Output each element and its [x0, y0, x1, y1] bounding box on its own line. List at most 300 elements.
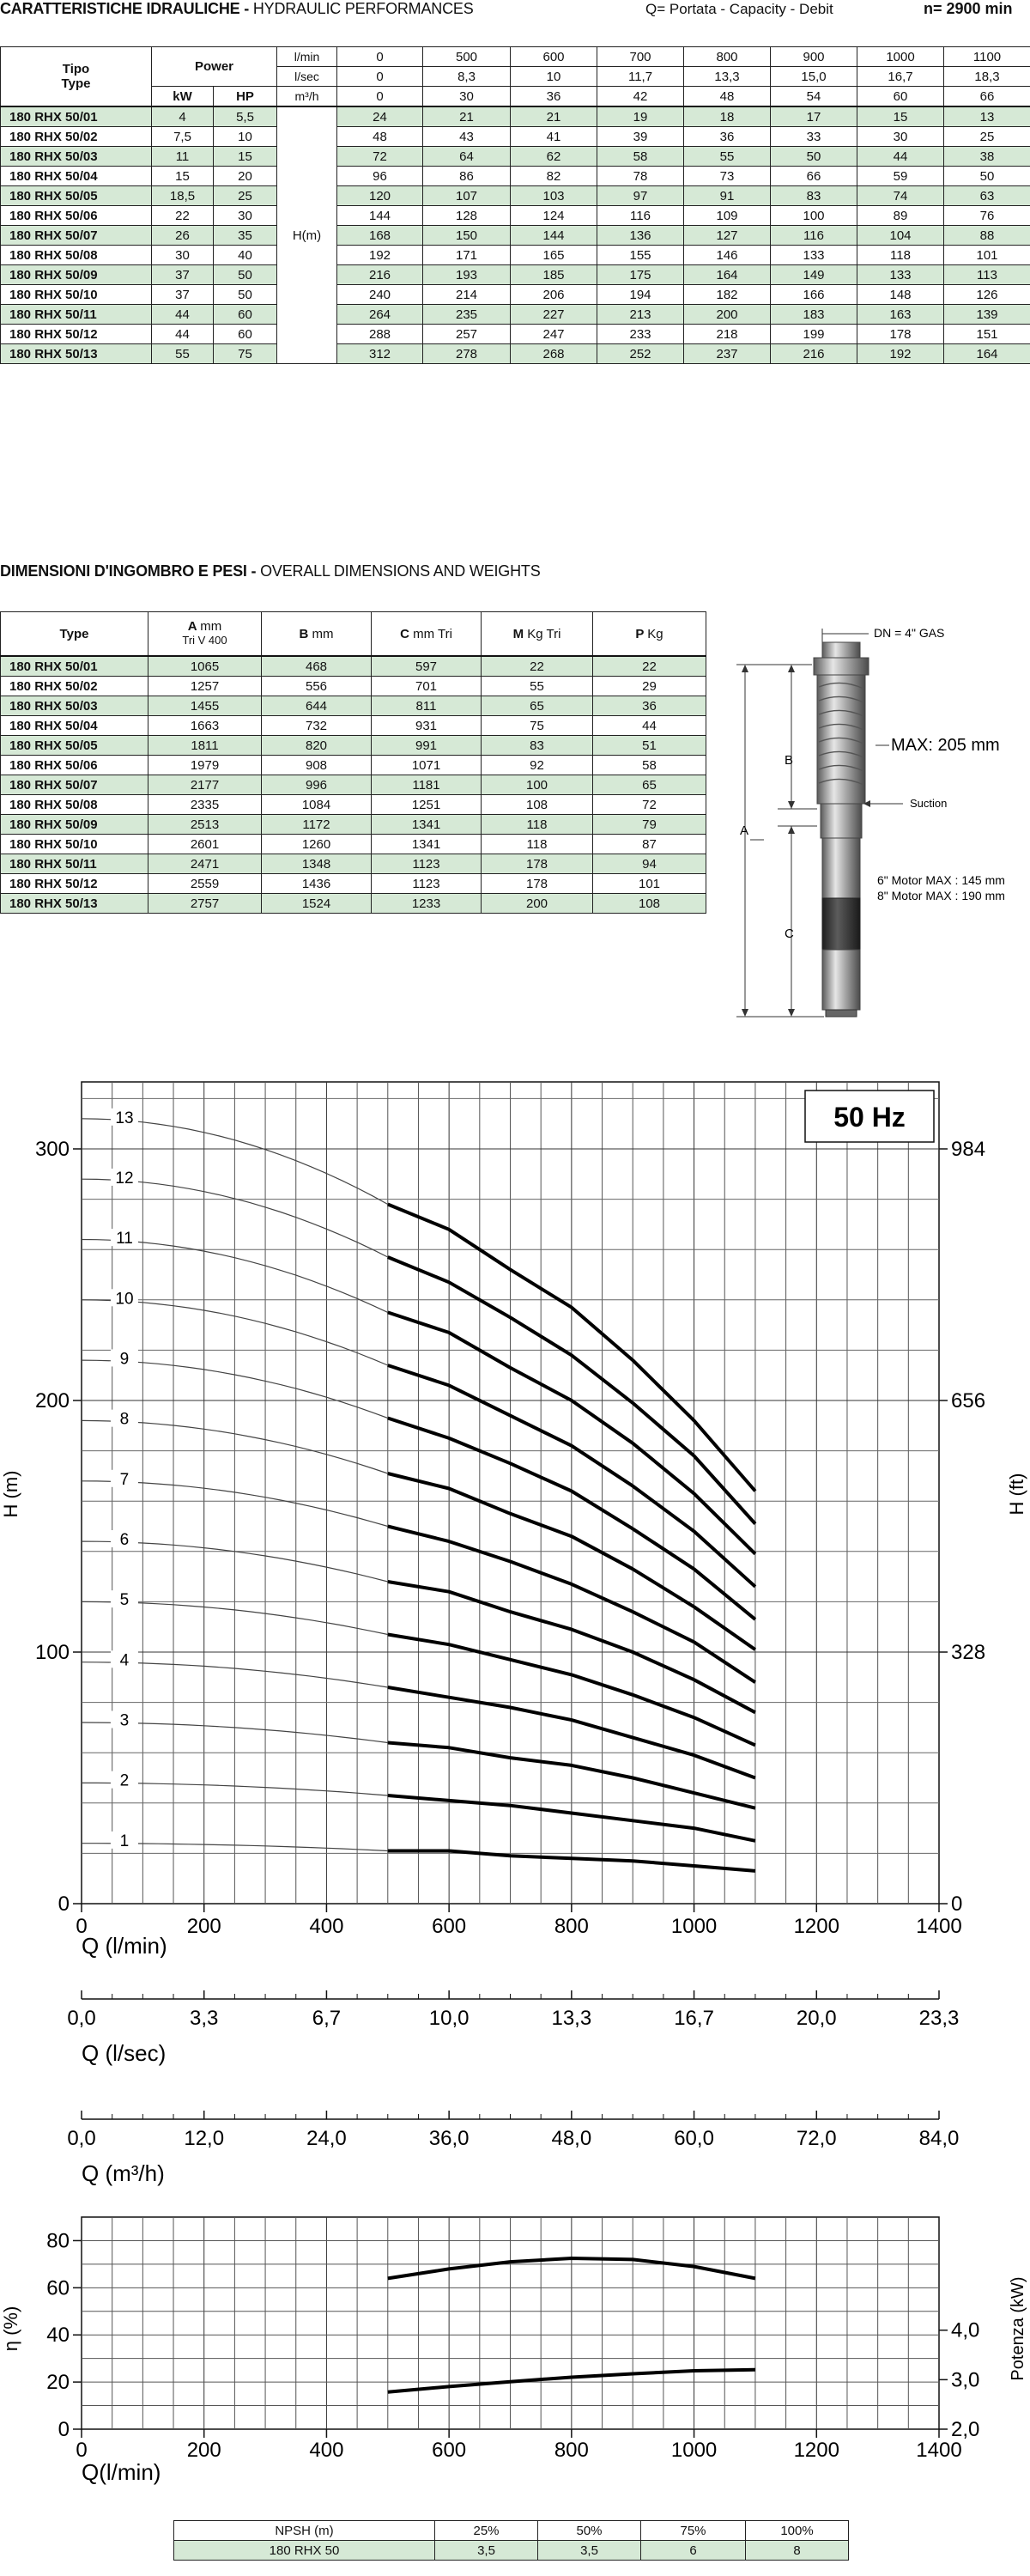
speed-note: n= 2900 min — [924, 0, 1013, 17]
eff-grid — [82, 2217, 939, 2429]
head-value: 82 — [511, 167, 597, 186]
hq-xtick: 1200 — [793, 1915, 839, 1938]
head-value: 63 — [944, 186, 1030, 206]
head-value: 50 — [944, 167, 1030, 186]
eff-ytick: 0 — [58, 2418, 70, 2441]
hq-xtick: 1400 — [916, 1915, 962, 1938]
power-kw: 26 — [152, 226, 214, 246]
hq-ytick-right: 0 — [951, 1893, 963, 1916]
head-value: 86 — [423, 167, 511, 186]
suction-label: Suction — [910, 797, 948, 810]
hydraulic-row — [1, 285, 1030, 305]
dim-value-b: 644 — [262, 696, 372, 716]
dim-value-p: 22 — [593, 656, 706, 677]
head-capacity-chart — [0, 1065, 1030, 1958]
dim-value-p: 65 — [593, 775, 706, 795]
npsh-header-25: 25% — [435, 2521, 538, 2541]
power-hp: 60 — [214, 305, 277, 325]
head-value: 213 — [597, 305, 684, 325]
head-value: 200 — [684, 305, 771, 325]
pump-type: 180 RHX 50/06 — [1, 206, 152, 226]
head-value: 36 — [684, 127, 771, 147]
npsh-header-label: NPSH (m) — [174, 2521, 435, 2541]
head-value: 89 — [857, 206, 944, 226]
head-value: 19 — [597, 106, 684, 127]
power-hp: 5,5 — [214, 106, 277, 127]
dim-a-header: A mm Tri V 400 — [148, 612, 262, 657]
axis-tick-label: 3,3 — [190, 2007, 219, 2030]
dim-value-m: 178 — [482, 874, 593, 894]
dim-value-a: 1979 — [148, 756, 262, 775]
hq-xtick: 600 — [432, 1915, 467, 1938]
dim-pump-type: 180 RHX 50/12 — [1, 874, 148, 894]
flow-lmin-2: 600 — [511, 47, 597, 67]
hydraulic-row — [1, 186, 1030, 206]
axis-tick-label: 10,0 — [428, 2007, 470, 2030]
axis-tick-label: 6,7 — [312, 2007, 342, 2030]
head-value: 127 — [684, 226, 771, 246]
hydraulic-table — [0, 46, 1030, 364]
hq-xtick: 400 — [309, 1915, 344, 1938]
head-value: 164 — [944, 344, 1030, 364]
power-hp: 10 — [214, 127, 277, 147]
dim-value-b: 996 — [262, 775, 372, 795]
dimension-row — [1, 775, 706, 795]
head-value: 64 — [423, 147, 511, 167]
npsh-value-100: 8 — [746, 2541, 849, 2561]
hq-curve-label: 7 — [119, 1470, 130, 1489]
head-value: 183 — [771, 305, 857, 325]
hq-curve-label: 3 — [119, 1711, 130, 1730]
hq-curve-label: 8 — [119, 1410, 130, 1429]
power-kw: 18,5 — [152, 186, 214, 206]
dim-value-b: 1172 — [262, 815, 372, 835]
dim-value-c: 1233 — [372, 894, 482, 914]
head-value: 100 — [771, 206, 857, 226]
power-hp: 35 — [214, 226, 277, 246]
dim-value-c: 1123 — [372, 854, 482, 874]
eff-ytick: 60 — [46, 2276, 70, 2300]
dim-pump-type: 180 RHX 50/01 — [1, 656, 148, 677]
head-value: 233 — [597, 325, 684, 344]
dim-value-p: 94 — [593, 854, 706, 874]
power-hp: 15 — [214, 147, 277, 167]
motor6-label: 6" Motor MAX : 145 mm — [877, 873, 1005, 887]
eff-xtick: 1200 — [793, 2439, 839, 2462]
hq-ylabel-right: H (ft) — [1006, 1473, 1027, 1516]
flow-lsec-1: 8,3 — [423, 67, 511, 87]
eff-ytick-right: 3,0 — [951, 2368, 980, 2392]
npsh-value-75: 6 — [641, 2541, 746, 2561]
dim-p-header: P Kg — [593, 612, 706, 657]
head-value: 199 — [771, 325, 857, 344]
head-value: 66 — [771, 167, 857, 186]
head-value: 150 — [423, 226, 511, 246]
head-value: 73 — [684, 167, 771, 186]
hq-xtick: 800 — [554, 1915, 589, 1938]
dim-value-m: 83 — [482, 736, 593, 756]
head-value: 101 — [944, 246, 1030, 265]
axis-tick-label: 24,0 — [306, 2127, 347, 2150]
head-value: 163 — [857, 305, 944, 325]
dim-value-p: 29 — [593, 677, 706, 696]
head-value: 252 — [597, 344, 684, 364]
hq-curve-label: 6 — [119, 1530, 130, 1549]
head-value: 88 — [944, 226, 1030, 246]
dim-value-m: 118 — [482, 835, 593, 854]
axis-tick-label: 36,0 — [428, 2127, 470, 2150]
flow-lmin-5: 900 — [771, 47, 857, 67]
lsec-axis — [0, 1984, 1030, 2078]
head-value: 48 — [337, 127, 423, 147]
flow-lmin-1: 500 — [423, 47, 511, 67]
power-kw: 7,5 — [152, 127, 214, 147]
pump-type: 180 RHX 50/04 — [1, 167, 152, 186]
head-value: 21 — [511, 106, 597, 127]
pump-type: 180 RHX 50/08 — [1, 246, 152, 265]
dimension-row — [1, 815, 706, 835]
type-header: Tipo Type — [1, 47, 152, 107]
pump-type: 180 RHX 50/03 — [1, 147, 152, 167]
pump-type: 180 RHX 50/01 — [1, 106, 152, 127]
head-value: 33 — [771, 127, 857, 147]
dim-value-m: 65 — [482, 696, 593, 716]
head-value: 118 — [857, 246, 944, 265]
head-value: 206 — [511, 285, 597, 305]
dim-pump-type: 180 RHX 50/08 — [1, 795, 148, 815]
head-value: 41 — [511, 127, 597, 147]
head-value: 218 — [684, 325, 771, 344]
head-value: 13 — [944, 106, 1030, 127]
head-value: 247 — [511, 325, 597, 344]
flow-lsec-5: 15,0 — [771, 67, 857, 87]
dim-value-p: 108 — [593, 894, 706, 914]
pump-type: 180 RHX 50/12 — [1, 325, 152, 344]
dim-value-m: 200 — [482, 894, 593, 914]
head-value: 257 — [423, 325, 511, 344]
dim-value-m: 75 — [482, 716, 593, 736]
power-hp: 30 — [214, 206, 277, 226]
npsh-header-50: 50% — [538, 2521, 641, 2541]
pump-type: 180 RHX 50/13 — [1, 344, 152, 364]
head-value: 97 — [597, 186, 684, 206]
hq-xtick: 1000 — [670, 1915, 718, 1938]
dim-value-p: 58 — [593, 756, 706, 775]
power-kw: 15 — [152, 167, 214, 186]
dim-value-b: 468 — [262, 656, 372, 677]
head-value: 165 — [511, 246, 597, 265]
head-value: 178 — [857, 325, 944, 344]
head-value: 278 — [423, 344, 511, 364]
dimension-row — [1, 874, 706, 894]
head-value: 216 — [771, 344, 857, 364]
eff-xtick: 600 — [432, 2439, 467, 2462]
head-unit-label: H(m) — [277, 106, 337, 364]
head-value: 166 — [771, 285, 857, 305]
dim-value-c: 1341 — [372, 815, 482, 835]
pump-dimension-drawing — [721, 617, 1030, 1022]
flow-m3h-5: 54 — [771, 87, 857, 107]
head-value: 15 — [857, 106, 944, 127]
dimension-row — [1, 756, 706, 775]
head-value: 144 — [337, 206, 423, 226]
dim-value-m: 108 — [482, 795, 593, 815]
axis-tick-label: 23,3 — [918, 2007, 960, 2030]
head-value: 91 — [684, 186, 771, 206]
head-value: 120 — [337, 186, 423, 206]
hq-xlabel: Q (l/min) — [82, 1933, 167, 1958]
flow-lsec-7: 18,3 — [944, 67, 1030, 87]
head-value: 38 — [944, 147, 1030, 167]
head-value: 72 — [337, 147, 423, 167]
eff-ylabel: η (%) — [0, 2306, 21, 2352]
flow-m3h-0: 0 — [337, 87, 423, 107]
head-value: 182 — [684, 285, 771, 305]
flow-lmin-4: 800 — [684, 47, 771, 67]
eff-ytick-right: 4,0 — [951, 2318, 980, 2342]
head-value: 76 — [944, 206, 1030, 226]
eff-xtick: 1000 — [670, 2439, 718, 2462]
pump-type: 180 RHX 50/10 — [1, 285, 152, 305]
hydraulic-row — [1, 127, 1030, 147]
dimensions-title-en: OVERALL DIMENSIONS AND WEIGHTS — [260, 562, 541, 580]
head-value: 168 — [337, 226, 423, 246]
dim-value-c: 1071 — [372, 756, 482, 775]
head-value: 24 — [337, 106, 423, 127]
dim-pump-type: 180 RHX 50/06 — [1, 756, 148, 775]
flow-lmin-3: 700 — [597, 47, 684, 67]
efficiency-power-chart — [0, 2207, 1030, 2499]
hydraulic-title-it: CARATTERISTICHE IDRAULICHE - — [0, 0, 253, 17]
head-value: 116 — [771, 226, 857, 246]
hq-xtick: 200 — [186, 1915, 221, 1938]
pump-type: 180 RHX 50/05 — [1, 186, 152, 206]
power-kw: 30 — [152, 246, 214, 265]
npsh-value-50: 3,5 — [538, 2541, 641, 2561]
dim-value-p: 44 — [593, 716, 706, 736]
dim-type-header: Type — [1, 612, 148, 657]
head-value: 148 — [857, 285, 944, 305]
m3h-xlabel: Q (m³/h) — [82, 2160, 165, 2186]
hq-curve-label: 4 — [119, 1651, 130, 1670]
eff-xtick: 200 — [186, 2439, 221, 2462]
dim-value-c: 811 — [372, 696, 482, 716]
dim-value-p: 79 — [593, 815, 706, 835]
flow-lsec-4: 13,3 — [684, 67, 771, 87]
head-value: 264 — [337, 305, 423, 325]
dimensions-table — [0, 611, 706, 914]
head-value: 192 — [857, 344, 944, 364]
power-hp: 50 — [214, 285, 277, 305]
head-value: 44 — [857, 147, 944, 167]
dim-value-p: 101 — [593, 874, 706, 894]
pump-type: 180 RHX 50/09 — [1, 265, 152, 285]
power-kw: 37 — [152, 265, 214, 285]
axis-tick-label: 60,0 — [674, 2127, 714, 2150]
hq-ytick: 300 — [34, 1138, 70, 1161]
head-value: 124 — [511, 206, 597, 226]
dim-value-a: 2177 — [148, 775, 262, 795]
dimension-row — [1, 894, 706, 914]
dim-value-b: 1524 — [262, 894, 372, 914]
unit-lsec: l/sec — [277, 67, 337, 87]
eff-ytick: 40 — [46, 2324, 70, 2348]
head-value: 185 — [511, 265, 597, 285]
hydraulic-row — [1, 246, 1030, 265]
dn-label: DN = 4" GAS — [874, 626, 945, 640]
dim-value-c: 1181 — [372, 775, 482, 795]
head-value: 193 — [423, 265, 511, 285]
power-header: Power — [152, 47, 277, 87]
hydraulic-title — [0, 0, 474, 18]
kw-header: kW — [152, 87, 214, 107]
head-value: 83 — [771, 186, 857, 206]
power-kw: 44 — [152, 305, 214, 325]
eff-xtick: 400 — [309, 2439, 344, 2462]
pump-type: 180 RHX 50/02 — [1, 127, 152, 147]
dim-value-a: 1065 — [148, 656, 262, 677]
hq-curve-label: 2 — [119, 1771, 130, 1790]
head-value: 126 — [944, 285, 1030, 305]
hydraulic-row — [1, 206, 1030, 226]
hq-curve-label: 10 — [115, 1290, 134, 1309]
head-value: 25 — [944, 127, 1030, 147]
hq-xtick: 0 — [76, 1915, 88, 1938]
head-value: 109 — [684, 206, 771, 226]
npsh-value-25: 3,5 — [435, 2541, 538, 2561]
dim-value-m: 100 — [482, 775, 593, 795]
head-value: 235 — [423, 305, 511, 325]
dim-value-b: 556 — [262, 677, 372, 696]
dim-value-c: 1123 — [372, 874, 482, 894]
eff-ytick-right: 2,0 — [951, 2418, 980, 2441]
dim-value-a: 1663 — [148, 716, 262, 736]
head-value: 227 — [511, 305, 597, 325]
flow-m3h-3: 42 — [597, 87, 684, 107]
head-value: 18 — [684, 106, 771, 127]
head-value: 103 — [511, 186, 597, 206]
flow-m3h-4: 48 — [684, 87, 771, 107]
head-value: 192 — [337, 246, 423, 265]
dim-value-p: 51 — [593, 736, 706, 756]
hydraulic-row — [1, 226, 1030, 246]
hq-ylabel: H (m) — [0, 1470, 21, 1518]
eff-xtick: 800 — [554, 2439, 589, 2462]
dim-pump-type: 180 RHX 50/13 — [1, 894, 148, 914]
axis-tick-label: 0,0 — [67, 2007, 96, 2030]
unit-m3h: m³/h — [277, 87, 337, 107]
hydraulic-row — [1, 106, 1030, 127]
dim-value-a: 1257 — [148, 677, 262, 696]
eff-xtick: 0 — [76, 2439, 88, 2462]
head-value: 58 — [597, 147, 684, 167]
dim-value-a: 1455 — [148, 696, 262, 716]
head-value: 139 — [944, 305, 1030, 325]
dimensions-title-it: DIMENSIONI D'INGOMBRO E PESI - — [0, 562, 261, 580]
power-hp: 60 — [214, 325, 277, 344]
head-value: 128 — [423, 206, 511, 226]
motor8-label: 8" Motor MAX : 190 mm — [877, 889, 1005, 902]
dim-value-b: 1436 — [262, 874, 372, 894]
m3h-axis — [0, 2104, 1030, 2198]
dim-value-p: 72 — [593, 795, 706, 815]
npsh-model: 180 RHX 50 — [174, 2541, 435, 2561]
dimension-lines — [736, 665, 824, 1017]
dim-value-b: 820 — [262, 736, 372, 756]
dim-value-b: 908 — [262, 756, 372, 775]
axis-tick-label: 20,0 — [796, 2007, 837, 2030]
dim-value-p: 87 — [593, 835, 706, 854]
unit-lmin: l/min — [277, 47, 337, 67]
npsh-table — [173, 2520, 849, 2561]
dimensions-title — [0, 562, 541, 580]
dim-value-b: 1348 — [262, 854, 372, 874]
hq-curve-label: 9 — [119, 1350, 130, 1369]
flow-m3h-1: 30 — [423, 87, 511, 107]
head-value: 59 — [857, 167, 944, 186]
dimension-arrows — [742, 665, 795, 1017]
power-kw: 11 — [152, 147, 214, 167]
power-kw: 4 — [152, 106, 214, 127]
flow-lsec-2: 10 — [511, 67, 597, 87]
dim-value-c: 1251 — [372, 795, 482, 815]
eff-ytick: 80 — [46, 2229, 70, 2253]
head-value: 175 — [597, 265, 684, 285]
dim-pump-type: 180 RHX 50/05 — [1, 736, 148, 756]
axis-tick-label: 13,3 — [551, 2007, 592, 2030]
hq-curve-labels — [111, 1109, 138, 1850]
pump-type: 180 RHX 50/11 — [1, 305, 152, 325]
hq-curve-label: 5 — [119, 1591, 130, 1610]
dim-pump-type: 180 RHX 50/09 — [1, 815, 148, 835]
hq-curve-label: 11 — [116, 1230, 133, 1249]
head-value: 146 — [684, 246, 771, 265]
hq-ytick-right: 984 — [951, 1138, 986, 1161]
max-diameter-label: MAX: 205 mm — [891, 736, 1000, 755]
head-value: 30 — [857, 127, 944, 147]
dim-value-a: 2513 — [148, 815, 262, 835]
flow-lsec-6: 16,7 — [857, 67, 944, 87]
dim-pump-type: 180 RHX 50/11 — [1, 854, 148, 874]
dim-value-a: 2757 — [148, 894, 262, 914]
head-value: 133 — [771, 246, 857, 265]
dim-m-header: M Kg Tri — [482, 612, 593, 657]
power-kw: 22 — [152, 206, 214, 226]
dim-label-b: B — [785, 753, 794, 768]
dim-value-a: 2559 — [148, 874, 262, 894]
dim-value-a: 1811 — [148, 736, 262, 756]
dim-value-m: 22 — [482, 656, 593, 677]
eff-ylabel-right: Potenza (kW) — [1009, 2276, 1027, 2381]
dim-value-b: 732 — [262, 716, 372, 736]
power-hp: 75 — [214, 344, 277, 364]
power-hp: 50 — [214, 265, 277, 285]
head-value: 116 — [597, 206, 684, 226]
axis-tick-label: 72,0 — [796, 2127, 837, 2150]
flow-lmin-0: 0 — [337, 47, 423, 67]
hydraulic-row — [1, 325, 1030, 344]
dim-value-a: 2335 — [148, 795, 262, 815]
dim-value-m: 178 — [482, 854, 593, 874]
dim-value-b: 1260 — [262, 835, 372, 854]
head-value: 17 — [771, 106, 857, 127]
head-value: 39 — [597, 127, 684, 147]
dim-value-m: 118 — [482, 815, 593, 835]
flow-lsec-0: 0 — [337, 67, 423, 87]
dimension-row — [1, 677, 706, 696]
head-value: 107 — [423, 186, 511, 206]
flow-m3h-7: 66 — [944, 87, 1030, 107]
